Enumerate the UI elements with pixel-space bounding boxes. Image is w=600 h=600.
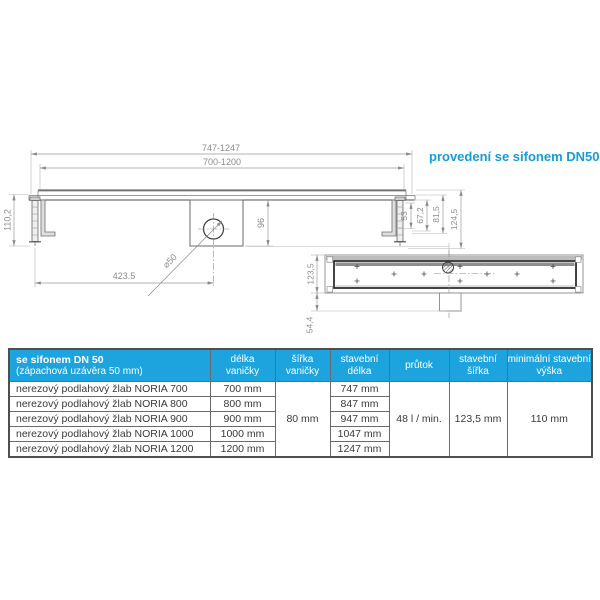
- drain-diameter-leader: [148, 221, 222, 296]
- left-foot: [29, 197, 55, 246]
- channel-body: [29, 190, 415, 200]
- product-name: nerezový podlahový žlab NORIA 1000: [9, 427, 210, 442]
- dim-plan-width: 123,5: [305, 263, 316, 285]
- dim-outlet-depth: 54,4: [304, 316, 315, 334]
- dim-depth-67: 67,2: [415, 207, 425, 224]
- table-row: [9, 382, 592, 397]
- dim-siphon-height: 96: [256, 217, 266, 229]
- dim-depth-53: 53: [399, 211, 409, 221]
- tray-width-value: 80 mm: [275, 382, 330, 458]
- dim-siphon-height-group: [245, 201, 273, 247]
- dim-total-height: 110,2: [2, 209, 13, 231]
- tray-length-value: 1200 mm: [210, 442, 275, 458]
- install-length-value: 1247 mm: [330, 442, 389, 458]
- dim-plan-width-group: [306, 255, 325, 293]
- dim-outlet-depth-group: [305, 293, 448, 333]
- dim-outlet-offset-group: [35, 248, 214, 287]
- dim-depth-81: 81,5: [431, 206, 441, 223]
- plan-top-flange: [326, 256, 582, 260]
- product-name: nerezový podlahový žlab NORIA 900: [9, 412, 210, 427]
- dim-channel-length: 700-1200: [202, 157, 242, 167]
- min-height-value: 110 mm: [507, 382, 592, 458]
- dim-total-length-group: [31, 143, 412, 194]
- plan-outlet: [440, 293, 462, 311]
- plan-drain-hole: [443, 262, 454, 273]
- dim-outlet-offset: 423.5: [112, 271, 136, 281]
- col-header-tray-width: šířka vaničky: [275, 349, 330, 382]
- dim-total-length: 747-1247: [201, 143, 241, 153]
- install-length-value: 747 mm: [330, 382, 389, 397]
- tray-length-value: 900 mm: [210, 412, 275, 427]
- header-row: [9, 349, 592, 382]
- col-header-install-width: stavební šířka: [449, 349, 507, 382]
- col-header-install-length: stavební délka: [330, 349, 389, 382]
- dim-depth-124: 124,5: [449, 208, 459, 231]
- plan-channel-edge: [336, 263, 575, 267]
- product-name: nerezový podlahový žlab NORIA 800: [9, 397, 210, 412]
- tray-length-value: 700 mm: [210, 382, 275, 397]
- col-header-tray-length: délka vaničky: [210, 349, 275, 382]
- plan-view: [246, 243, 583, 333]
- install-length-value: 1047 mm: [330, 427, 389, 442]
- variant-heading: provedení se sifonem DN50: [429, 149, 600, 164]
- flow-rate-value: 48 l / min.: [389, 382, 449, 458]
- header-subtitle: (zápachová uzávěra 50 mm): [16, 365, 143, 377]
- dim-depth-group: [395, 190, 465, 249]
- dim-total-height-group: [3, 195, 31, 247]
- install-length-value: 847 mm: [330, 397, 389, 412]
- install-width-value: 123,5 mm: [449, 382, 507, 458]
- dim-drain-diameter: ⌀50: [160, 251, 179, 270]
- product-name: nerezový podlahový žlab NORIA 1200: [9, 442, 210, 458]
- siphon-housing: [190, 200, 243, 288]
- product-name: nerezový podlahový žlab NORIA 700: [9, 382, 210, 397]
- header-title-cell: [9, 349, 210, 382]
- dim-channel-length-group: [40, 157, 404, 189]
- header-title: se sifonem DN 50: [16, 353, 104, 366]
- tray-length-value: 1000 mm: [210, 427, 275, 442]
- col-header-min-height: minimální stavební výška: [507, 349, 592, 382]
- install-length-value: 947 mm: [330, 412, 389, 427]
- tray-length-value: 800 mm: [210, 397, 275, 412]
- col-header-flow: průtok: [389, 349, 449, 382]
- spec-table: [8, 348, 593, 458]
